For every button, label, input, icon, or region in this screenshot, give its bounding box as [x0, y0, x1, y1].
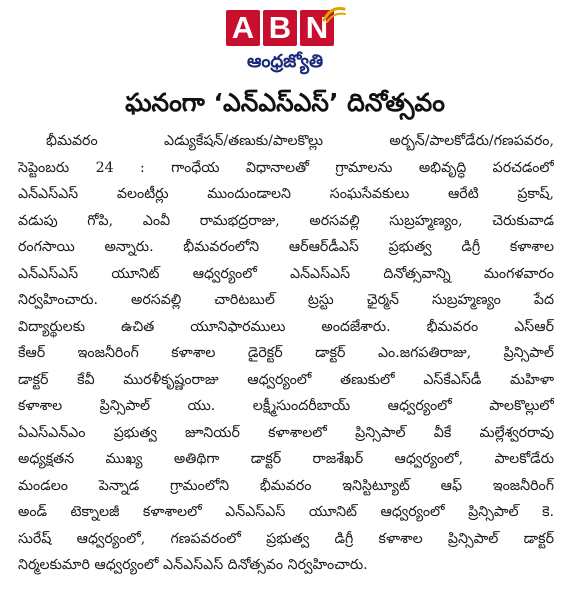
abn-andhrajyothi-logo [226, 6, 344, 78]
logo-swirl-icon [321, 4, 347, 24]
article-body [18, 128, 554, 604]
logo-subtitle: ఆంధ్రజ్యోతి [246, 51, 324, 72]
article-line: భీమవరం ఎడ్యుకేషన్/తణుకు/పాలకొల్లు అర్బన్/పాలకోడేరు/గణపవరం, [46, 133, 554, 149]
logo-letter-a: A [226, 10, 260, 46]
article-line: సురేష్ ఆధ్వర్యంలో, గణపవరంలో ప్రభుత్వ డిగ్రీ కళాశాల ప్రిన్సిపాల్ డాక్టర్ [18, 530, 554, 547]
article-line: అండ్ టెక్నాలజీ కళాశాలలో ఎన్‌ఎస్‌ఎస్ యూనిట్ ఆధ్వర్యంలో ప్రిన్సిపాల్ కె. [18, 504, 554, 520]
article-line: వడుపు గోపి, ఎంవీ రామభద్రరాజు, అరసవల్లి సుబ్రహ్మణ్యం, చెరుకువాడ [18, 212, 554, 229]
article-line: విద్యార్థులకు ఉచిత యూనిఫారములు అందజేశారు. భీమవరం ఎస్‌ఆర్ [18, 318, 554, 335]
article-line: ఏఎస్‌ఎన్‌ఎం ప్రభుత్వ జూనియర్ కళాశాలలో ప్రిన్సిపాల్ వీకే మల్లేశ్వరరావు [18, 424, 554, 441]
article-line: నిర్మలకుమారి ఆధ్వర్యంలో ఎన్‌ఎస్‌ఎస్ దినోత్సవం నిర్వహించారు. [18, 557, 368, 573]
article-line: రంగసాయి అన్నారు. భీమవరంలోని ఆర్‌ఆర్‌డీఎస్ ప్రభుత్వ డిగ్రీ కళాశాల [18, 239, 554, 255]
logo-letters [226, 10, 334, 46]
masthead [0, 0, 570, 82]
article-line: కళాశాల ప్రిన్సిపాల్ యు. లక్ష్మీసుందరీబాయ్ ఆధ్వర్యంలో పాలకొల్లులో [18, 398, 554, 414]
logo-letter-b: B [263, 10, 297, 46]
article-line: మండలం పెన్నాడ గ్రామంలోని భీమవరం ఇనిస్టిట్యూట్ ఆఫ్ ఇంజనీరింగ్ [18, 477, 554, 494]
article-line: డాక్టర్ కేవీ మురళీకృష్ణంరాజు ఆధ్వర్యంలో తణుకులో ఎస్‌కేఎస్‌డీ మహిళా [18, 371, 554, 388]
article-line: అధ్యక్షతన ముఖ్య అతిథిగా డాక్టర్ రాజశేఖర్ ఆధ్వర్యంలో, పాలకోడేరు [18, 451, 554, 467]
logo-letter-n: N [300, 10, 334, 46]
article-line: సెప్టెంబరు 24 : గాంధేయ విధానాలతో గ్రామాలను అభివృద్ధి పరచడంలో [18, 159, 554, 176]
article-line: ఎన్‌ఎస్‌ఎస్ వలంటీర్లు ముందుండాలని సంఘసేవకులు ఆరేటి ప్రకాష్, [18, 186, 554, 202]
article-headline: ఘనంగా ‘ఎన్‌ఎస్‌ఎస్’ దినోత్సవం [125, 88, 445, 117]
article-line: నిర్వహించారు. అరసవల్లి చారిటబుల్ ట్రస్టు ఛైర్మన్ సుబ్రహ్మణ్యం పేద [18, 292, 554, 308]
article-line: కేఆర్ ఇంజనీరింగ్ కళాశాల డైరెక్టర్ డాక్టర్ ఎం.జగపతిరాజు, ప్రిన్సిపాల్ [18, 345, 554, 361]
article-line: ఎన్‌ఎస్‌ఎస్ యూనిట్ ఆధ్వర్యంలో ఎన్‌ఎస్‌ఎస్ దినోత్సవాన్ని మంగళవారం [18, 265, 554, 282]
